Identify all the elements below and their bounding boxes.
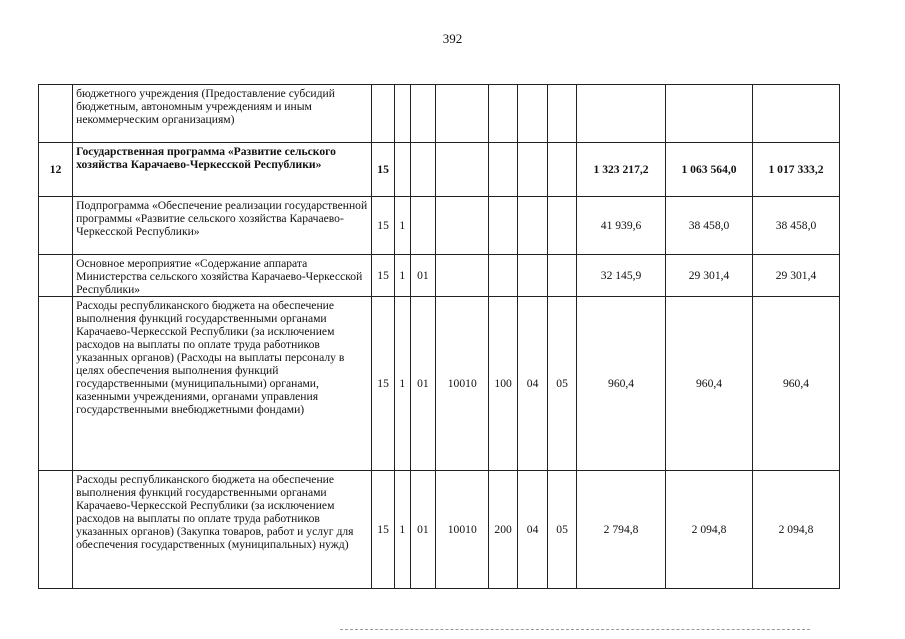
cell-amount-1: 32 145,9: [577, 255, 666, 297]
cell-expense-type: 100: [489, 297, 518, 471]
cell-amount-3: [752, 85, 839, 143]
cell-amount-1: 960,4: [577, 297, 666, 471]
cell-event: 01: [410, 255, 436, 297]
cell-amount-1: [577, 85, 666, 143]
cell-amount-3: 38 458,0: [752, 197, 839, 255]
cell-amount-2: [666, 85, 753, 143]
cell-section: [518, 197, 548, 255]
table-row: [39, 255, 840, 297]
cell-event: 01: [410, 297, 436, 471]
cell-amount-2: 29 301,4: [666, 255, 753, 297]
cell-no: [39, 471, 73, 589]
cell-amount-3: 29 301,4: [752, 255, 839, 297]
cell-subprogram: 1: [394, 197, 410, 255]
cell-expense-type: 200: [489, 471, 518, 589]
table-row: [39, 197, 840, 255]
cell-description: Подпрограмма «Обеспечение реализации государственной программы «Развитие сельского хозяйства Карачаево-Черкесской Республики»: [73, 197, 372, 255]
cell-subprogram: [394, 143, 410, 197]
cell-amount-2: 1 063 564,0: [666, 143, 753, 197]
cell-direction: [436, 255, 489, 297]
cell-section: [518, 143, 548, 197]
cell-amount-2: 960,4: [666, 297, 753, 471]
cell-description: Расходы республиканского бюджета на обеспечение выполнения функций государственными органами Карачаево-Черкесской Республики (за исключением расходов на выплаты по оплате труда работников указанных органов) (Расходы на выплаты персоналу в целях обеспечения выполнения функций государственными (муниципальными) органами, казенными учреждениями, органами управления государственными внебюджетными фондами): [73, 297, 372, 471]
cell-program: 15: [372, 197, 395, 255]
cell-amount-3: 2 094,8: [752, 471, 839, 589]
cell-subprogram: [394, 85, 410, 143]
cell-amount-1: 2 794,8: [577, 471, 666, 589]
cell-program: [372, 85, 395, 143]
cell-amount-3: 960,4: [752, 297, 839, 471]
cell-no: [39, 255, 73, 297]
cell-subsection: [548, 197, 577, 255]
cell-expense-type: [489, 143, 518, 197]
cell-description: бюджетного учреждения (Предоставление субсидий бюджетным, автономным учреждениям и иным некоммерческим организациям): [73, 85, 372, 143]
cell-no: 12: [39, 143, 73, 197]
cell-no: [39, 197, 73, 255]
cell-direction: 10010: [436, 297, 489, 471]
cell-program: 15: [372, 471, 395, 589]
scan-artifact-line: [340, 629, 810, 631]
cell-subprogram: 1: [394, 255, 410, 297]
cell-event: [410, 197, 436, 255]
cell-subsection: [548, 255, 577, 297]
cell-amount-2: 38 458,0: [666, 197, 753, 255]
table-row: [39, 471, 840, 589]
cell-subsection: 05: [548, 297, 577, 471]
table-row: [39, 85, 840, 143]
cell-subsection: [548, 143, 577, 197]
table-row: [39, 143, 840, 197]
cell-program: 15: [372, 297, 395, 471]
cell-amount-1: 1 323 217,2: [577, 143, 666, 197]
cell-event: 01: [410, 471, 436, 589]
cell-section: 04: [518, 471, 548, 589]
cell-section: [518, 85, 548, 143]
budget-table: [38, 84, 840, 589]
cell-program: 15: [372, 255, 395, 297]
cell-no: [39, 85, 73, 143]
cell-description: Расходы республиканского бюджета на обеспечение выполнения функций государственными органами Карачаево-Черкесской Республики (за исключением расходов на выплаты по оплате труда работников указанных органов) (Закупка товаров, работ и услуг для обеспечения государственных (муниципальных) нужд): [73, 471, 372, 589]
cell-event: [410, 143, 436, 197]
cell-expense-type: [489, 197, 518, 255]
cell-amount-2: 2 094,8: [666, 471, 753, 589]
cell-program: 15: [372, 143, 395, 197]
cell-subsection: [548, 85, 577, 143]
cell-description: Государственная программа «Развитие сельского хозяйства Карачаево-Черкесской Республики»: [73, 143, 372, 197]
cell-direction: [436, 197, 489, 255]
table-row: [39, 297, 840, 471]
cell-amount-3: 1 017 333,2: [752, 143, 839, 197]
page-number: 392: [442, 31, 463, 46]
cell-expense-type: [489, 85, 518, 143]
cell-no: [39, 297, 73, 471]
cell-section: 04: [518, 297, 548, 471]
cell-description: Основное мероприятие «Содержание аппарата Министерства сельского хозяйства Карачаево-Черкесской Республики»: [73, 255, 372, 297]
cell-subprogram: 1: [394, 471, 410, 589]
cell-direction: [436, 143, 489, 197]
cell-direction: 10010: [436, 471, 489, 589]
cell-subsection: 05: [548, 471, 577, 589]
cell-subprogram: 1: [394, 297, 410, 471]
cell-expense-type: [489, 255, 518, 297]
cell-section: [518, 255, 548, 297]
cell-amount-1: 41 939,6: [577, 197, 666, 255]
cell-direction: [436, 85, 489, 143]
cell-event: [410, 85, 436, 143]
